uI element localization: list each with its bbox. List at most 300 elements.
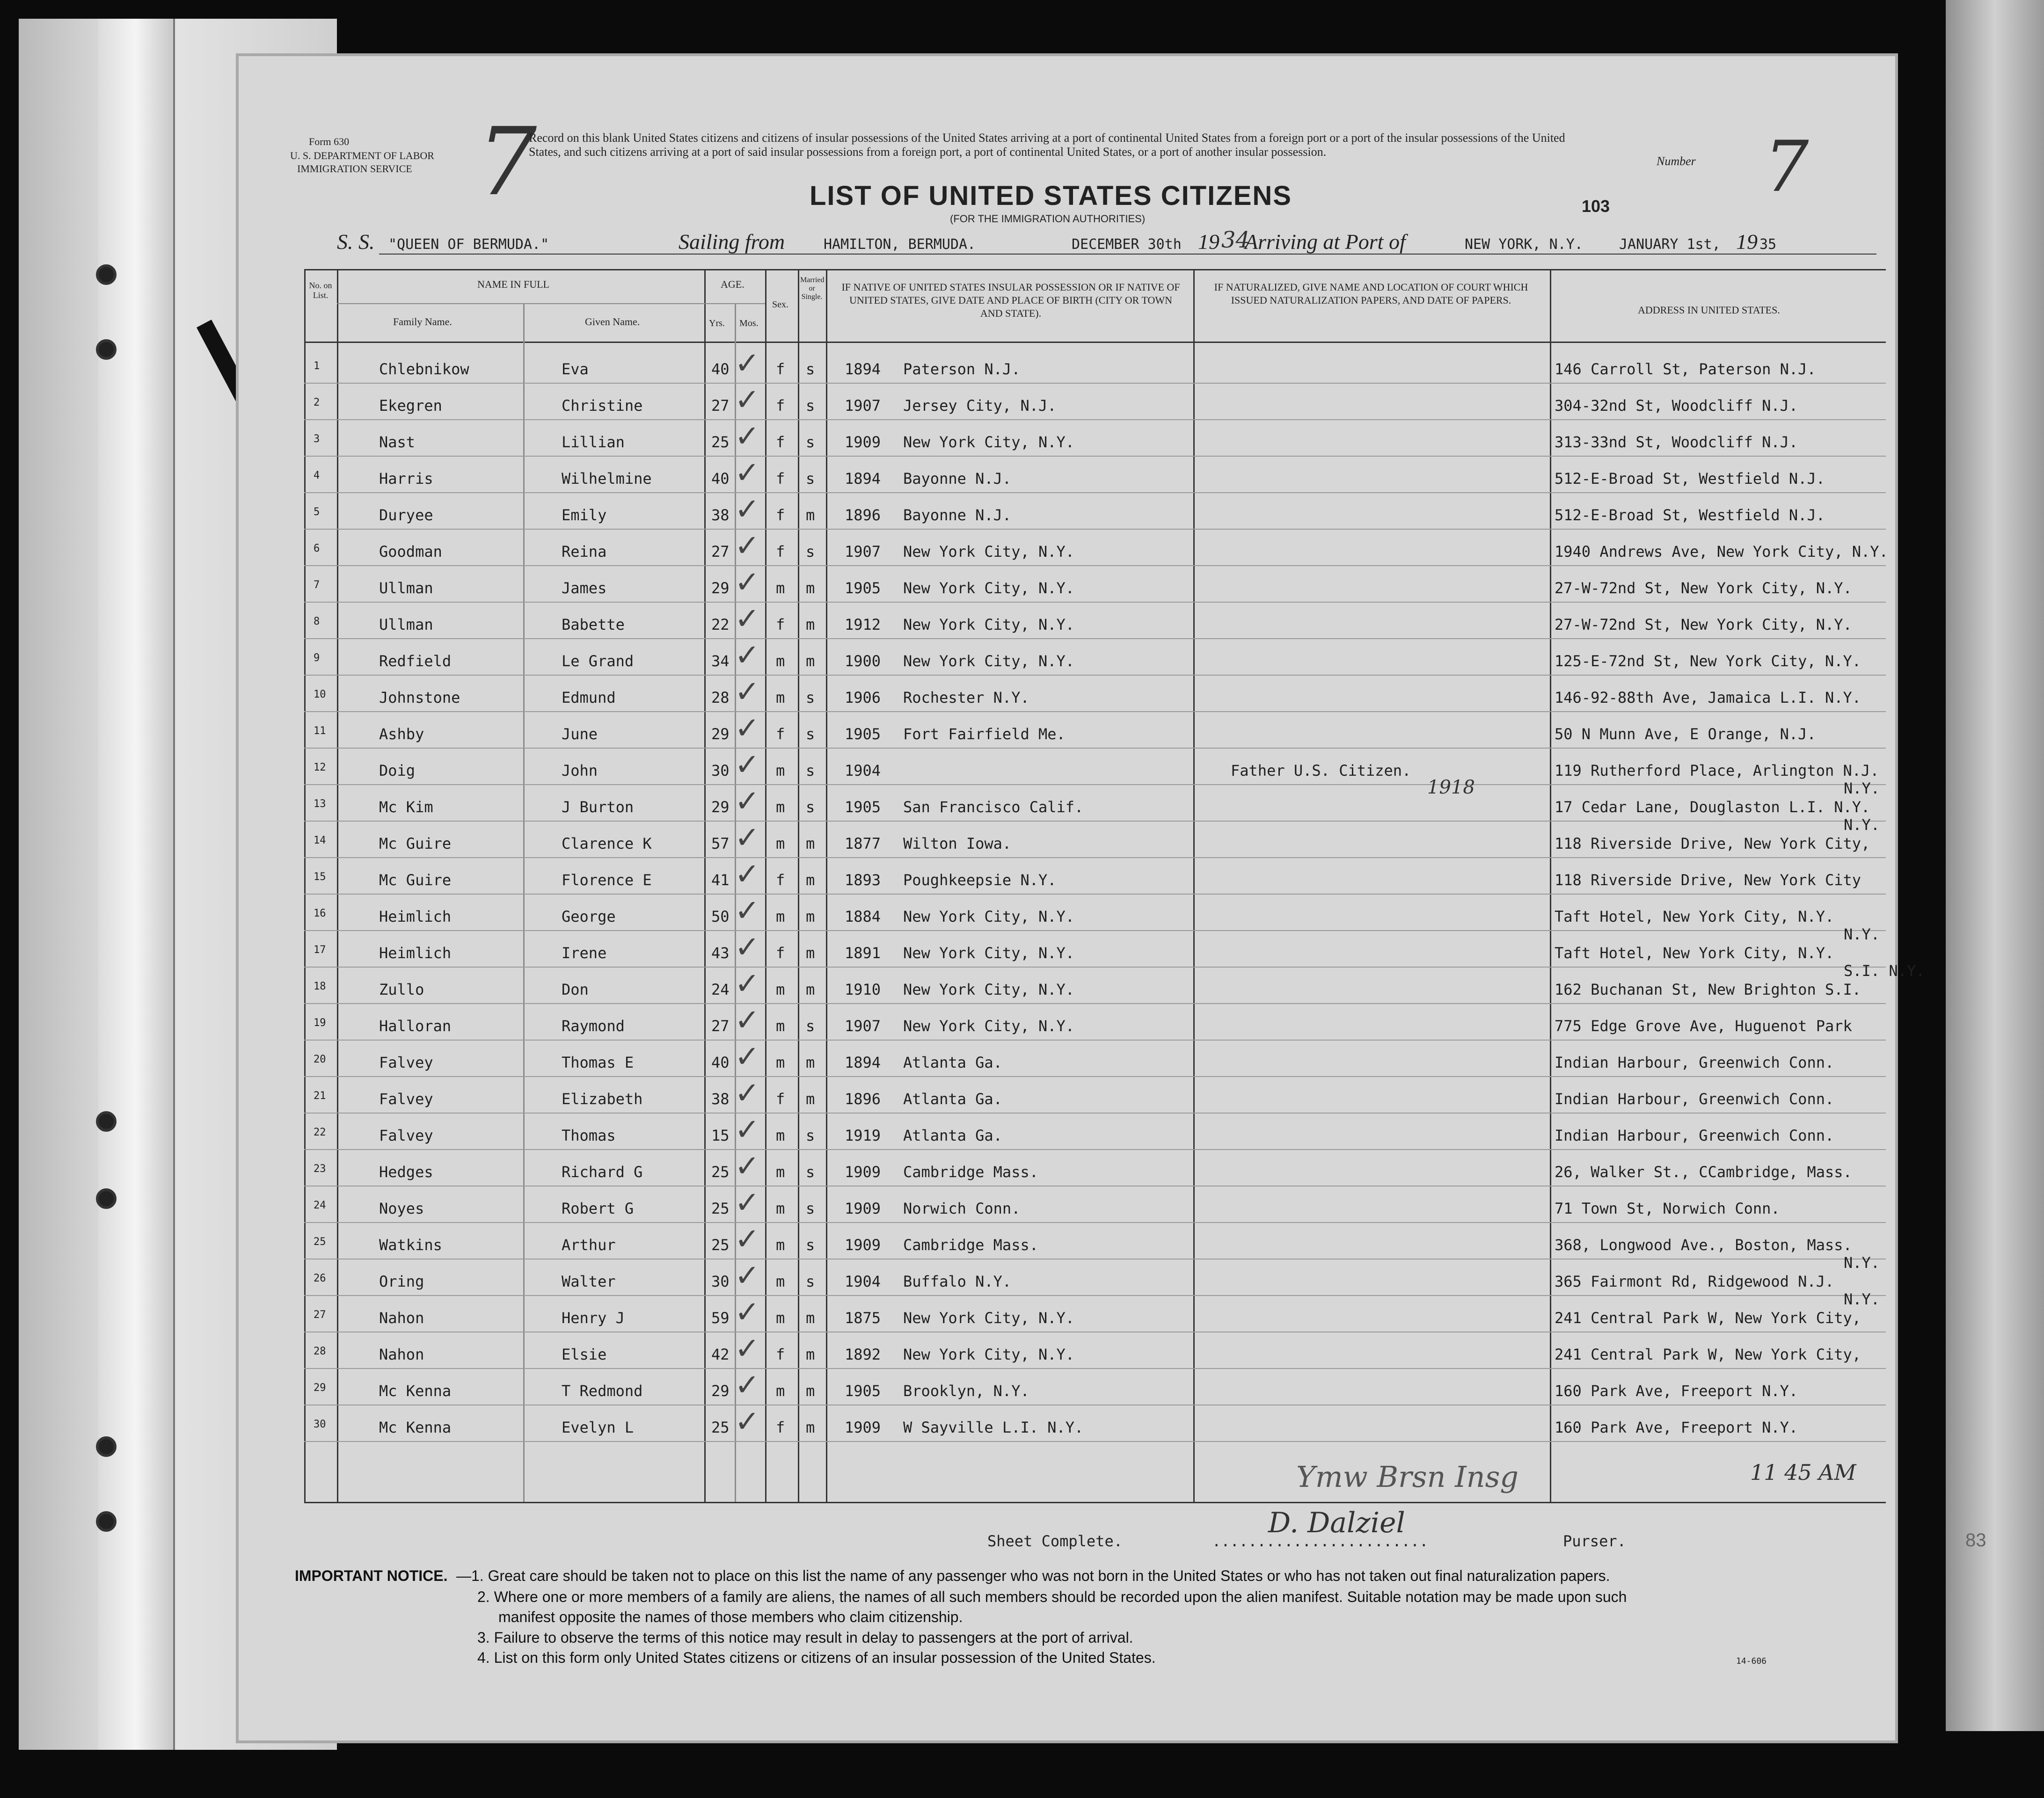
marital-status: s — [806, 1017, 815, 1035]
sail-year-prefix: 19 — [1198, 230, 1219, 254]
form-number: Form 630 — [309, 136, 350, 147]
address-overflow: N.Y. — [1844, 816, 1880, 834]
purser-label: Purser. — [1563, 1532, 1626, 1550]
page-title: LIST OF UNITED STATES CITIZENS — [810, 181, 1292, 211]
check-mark-icon: ✓ — [735, 1040, 760, 1074]
sex: f — [776, 397, 785, 415]
birth-year: 1910 — [845, 981, 881, 998]
sex: m — [776, 762, 785, 779]
arrive-year-prefix: 19 — [1736, 230, 1758, 254]
birth-year: 1907 — [845, 1017, 881, 1035]
row-number: 5 — [314, 506, 320, 518]
sex: m — [776, 1236, 785, 1254]
row-rule — [304, 675, 1886, 676]
row-number: 20 — [314, 1054, 326, 1065]
header-naturalized: IF NATURALIZED, GIVE NAME AND LOCATION OF COURT WHICH ISSUED NATURALIZATION PAPERS, AND DATE OF PAPERS. — [1214, 281, 1528, 306]
check-mark-icon: ✓ — [735, 711, 760, 746]
sex: f — [776, 871, 785, 889]
family-name: Nahon — [379, 1309, 424, 1327]
row-rule — [304, 930, 1886, 931]
birth-year: 1909 — [845, 1163, 881, 1181]
given-name: Christine — [562, 397, 643, 415]
header-bottom-border — [304, 342, 1886, 343]
check-mark-icon: ✓ — [735, 930, 760, 965]
us-address: 27-W-72nd St, New York City, N.Y. — [1555, 579, 1852, 597]
notice-item-4: 4. List on this form only United States citizens or citizens of an insular possession of the United States. — [477, 1649, 1156, 1666]
birth-place: Bayonne N.J. — [903, 506, 1012, 524]
check-mark-icon: ✓ — [735, 748, 760, 782]
age-years: 29 — [711, 798, 730, 816]
us-address: 26, Walker St., CCambridge, Mass. — [1555, 1163, 1852, 1181]
birth-year: 1907 — [845, 397, 881, 415]
check-mark-icon: ✓ — [735, 529, 760, 563]
marital-status: s — [806, 1200, 815, 1217]
marital-status: m — [806, 1054, 815, 1071]
birth-place: New York City, N.Y. — [903, 543, 1075, 561]
given-name: Eva — [562, 360, 589, 378]
sex: f — [776, 543, 785, 561]
us-address: 118 Riverside Drive, New York City, — [1555, 835, 1870, 852]
birth-place: Buffalo N.Y. — [903, 1273, 1012, 1290]
family-name: Halloran — [379, 1017, 452, 1035]
age-years: 40 — [711, 470, 730, 488]
family-name: Johnstone — [379, 689, 460, 706]
marital-status: s — [806, 1236, 815, 1254]
family-name: Falvey — [379, 1127, 433, 1144]
naturalization-note: Father U.S. Citizen. — [1231, 762, 1411, 779]
birth-year: 1905 — [845, 725, 881, 743]
subheader-line — [337, 303, 704, 304]
address-overflow: N.Y. — [1844, 1254, 1880, 1272]
row-number: 22 — [314, 1127, 326, 1138]
row-rule — [304, 492, 1886, 493]
birth-year: 1894 — [845, 360, 881, 378]
binder-hole — [96, 1188, 117, 1209]
birth-place: Cambridge Mass. — [903, 1163, 1038, 1181]
family-name: Doig — [379, 762, 416, 779]
us-address: 775 Edge Grove Ave, Huguenot Park — [1555, 1017, 1852, 1035]
given-name: June — [562, 725, 598, 743]
birth-place: Wilton Iowa. — [903, 835, 1012, 852]
sex: f — [776, 360, 785, 378]
table-top-border — [304, 269, 1886, 270]
check-mark-icon: ✓ — [735, 784, 760, 819]
check-mark-icon: ✓ — [735, 638, 760, 673]
row-number: 23 — [314, 1163, 326, 1175]
col-border — [765, 269, 766, 1502]
check-mark-icon: ✓ — [735, 1113, 760, 1147]
sex: m — [776, 1200, 785, 1217]
family-name: Falvey — [379, 1090, 433, 1108]
row-rule — [304, 1113, 1886, 1114]
given-name: Elsie — [562, 1346, 607, 1363]
birth-place: Jersey City, N.J. — [903, 397, 1057, 415]
given-name: Le Grand — [562, 652, 634, 670]
address-overflow: N.Y. — [1844, 779, 1880, 797]
age-years: 57 — [711, 835, 730, 852]
marital-status: s — [806, 470, 815, 488]
birth-year: 1907 — [845, 543, 881, 561]
row-number: 15 — [314, 871, 326, 883]
marital-status: s — [806, 1163, 815, 1181]
row-rule — [304, 821, 1886, 822]
stamp-number: 103 — [1582, 197, 1610, 216]
birth-year: 1905 — [845, 1382, 881, 1400]
marital-status: m — [806, 1419, 815, 1436]
sex: m — [776, 908, 785, 925]
us-address: Taft Hotel, New York City, N.Y. — [1555, 944, 1834, 962]
family-name: Mc Kenna — [379, 1382, 452, 1400]
marital-status: s — [806, 433, 815, 451]
row-number: 27 — [314, 1309, 326, 1321]
arrive-year: 35 — [1759, 236, 1777, 253]
given-name: Thomas E — [562, 1054, 634, 1071]
sex: m — [776, 981, 785, 998]
given-name: Arthur — [562, 1236, 616, 1254]
handwritten-naturalization-year: 1918 — [1427, 777, 1475, 798]
notice-heading: IMPORTANT NOTICE. — [295, 1567, 448, 1584]
row-number: 17 — [314, 944, 326, 956]
row-number: 2 — [314, 397, 320, 408]
family-name: Mc Guire — [379, 871, 452, 889]
us-address: 146-92-88th Ave, Jamaica L.I. N.Y. — [1555, 689, 1862, 706]
us-address: Taft Hotel, New York City, N.Y. — [1555, 908, 1834, 925]
given-name: Lillian — [562, 433, 625, 451]
birth-year: 1896 — [845, 506, 881, 524]
check-mark-icon: ✓ — [735, 1405, 760, 1439]
age-years: 28 — [711, 689, 730, 706]
sex: m — [776, 798, 785, 816]
birth-place: Bayonne N.J. — [903, 470, 1012, 488]
birth-place: New York City, N.Y. — [903, 433, 1075, 451]
marital-status: s — [806, 689, 815, 706]
birth-place: New York City, N.Y. — [903, 981, 1075, 998]
check-mark-icon: ✓ — [735, 967, 760, 1001]
row-number: 1 — [314, 360, 320, 372]
given-name: Elizabeth — [562, 1090, 643, 1108]
given-name: Florence E — [562, 871, 652, 889]
age-years: 30 — [711, 762, 730, 779]
check-mark-icon: ✓ — [735, 1076, 760, 1111]
row-rule — [304, 1040, 1886, 1041]
family-name: Watkins — [379, 1236, 442, 1254]
family-name: Ullman — [379, 579, 433, 597]
sex: m — [776, 1309, 785, 1327]
family-name: Harris — [379, 470, 433, 488]
handwritten-sheet-number: 7 — [1764, 126, 1809, 208]
marital-status: m — [806, 579, 815, 597]
family-name: Goodman — [379, 543, 442, 561]
sex: f — [776, 1419, 785, 1436]
birth-year: 1896 — [845, 1090, 881, 1108]
row-rule — [304, 1295, 1886, 1296]
row-rule — [304, 1368, 1886, 1369]
row-rule — [304, 565, 1886, 566]
marital-status: s — [806, 762, 815, 779]
row-rule — [304, 1186, 1886, 1187]
sex: m — [776, 1017, 785, 1035]
given-name: J Burton — [562, 798, 634, 816]
us-address: Indian Harbour, Greenwich Conn. — [1555, 1127, 1834, 1144]
check-mark-icon: ✓ — [735, 419, 760, 454]
us-address: 118 Riverside Drive, New York City — [1555, 871, 1862, 889]
birth-year: 1909 — [845, 1200, 881, 1217]
number-label: Number — [1657, 154, 1696, 168]
subheader-line — [704, 303, 765, 304]
row-number: 29 — [314, 1382, 326, 1394]
row-rule — [304, 784, 1886, 785]
marital-status: m — [806, 1309, 815, 1327]
family-name: Mc Kenna — [379, 1419, 452, 1436]
ss-label: S. S. — [337, 230, 375, 254]
given-name: Wilhelmine — [562, 470, 652, 488]
age-years: 25 — [711, 1236, 730, 1254]
row-number: 28 — [314, 1346, 326, 1357]
us-address: 27-W-72nd St, New York City, N.Y. — [1555, 616, 1852, 633]
page-stack-edge — [1946, 0, 2044, 1731]
birth-year: 1894 — [845, 470, 881, 488]
given-name: Henry J — [562, 1309, 625, 1327]
row-rule — [304, 456, 1886, 457]
given-name: Robert G — [562, 1200, 634, 1217]
table-bottom-border — [304, 1502, 1886, 1503]
header-given-name: Given Name. — [585, 316, 640, 328]
row-rule — [304, 383, 1886, 384]
col-border — [304, 269, 306, 1502]
family-name: Ullman — [379, 616, 433, 633]
us-address: 368, Longwood Ave., Boston, Mass. — [1555, 1236, 1852, 1254]
row-number: 7 — [314, 579, 320, 591]
marital-status: s — [806, 397, 815, 415]
us-address: 313-33nd St, Woodcliff N.J. — [1555, 433, 1798, 451]
given-name: James — [562, 579, 607, 597]
row-number: 11 — [314, 725, 326, 737]
birth-year: 1891 — [845, 944, 881, 962]
us-address: 146 Carroll St, Paterson N.J. — [1555, 360, 1816, 378]
header-name-in-full: NAME IN FULL — [477, 278, 549, 290]
binder-hole — [96, 1111, 117, 1132]
us-address: 512-E-Broad St, Westfield N.J. — [1555, 470, 1825, 488]
row-rule — [304, 1222, 1886, 1223]
birth-place: New York City, N.Y. — [903, 652, 1075, 670]
birth-year: 1893 — [845, 871, 881, 889]
marital-status: m — [806, 506, 815, 524]
arriving-label: Arriving at Port of — [1245, 230, 1406, 254]
us-address: 512-E-Broad St, Westfield N.J. — [1555, 506, 1825, 524]
row-rule — [304, 1003, 1886, 1004]
birth-place: Brooklyn, N.Y. — [903, 1382, 1029, 1400]
instruction-text: Record on this blank United States citizens and citizens of insular possessions of the United States arriving at a port of continental United States from a foreign port or a port of the insular possessions of the United States, and such citizens arriving at a port of said insular possessions from a foreign port, a port of continental United States, or a port of another insular possession. — [529, 131, 1565, 159]
check-mark-icon: ✓ — [735, 1149, 760, 1184]
birth-year: 1905 — [845, 798, 881, 816]
address-overflow: S.I. N.Y. — [1844, 962, 1925, 980]
check-mark-icon: ✓ — [735, 675, 760, 709]
given-name: Evelyn L — [562, 1419, 634, 1436]
row-number: 24 — [314, 1200, 326, 1211]
row-number: 6 — [314, 543, 320, 554]
birth-place: Fort Fairfield Me. — [903, 725, 1066, 743]
sex: f — [776, 725, 785, 743]
check-mark-icon: ✓ — [735, 894, 760, 928]
us-address: 71 Town St, Norwich Conn. — [1555, 1200, 1780, 1217]
birth-place: New York City, N.Y. — [903, 1017, 1075, 1035]
notice-item-3: 3. Failure to observe the terms of this notice may result in delay to passengers at the port of arrival. — [477, 1629, 1133, 1646]
col-border — [523, 304, 525, 1502]
family-name: Heimlich — [379, 944, 452, 962]
age-years: 25 — [711, 433, 730, 451]
age-years: 25 — [711, 1419, 730, 1436]
arrival-date: JANUARY 1st, — [1619, 236, 1721, 253]
sex: f — [776, 1090, 785, 1108]
marital-status: m — [806, 908, 815, 925]
check-mark-icon: ✓ — [735, 1368, 760, 1403]
birth-place: Atlanta Ga. — [903, 1054, 1002, 1071]
sex: f — [776, 944, 785, 962]
row-number: 12 — [314, 762, 326, 773]
manifest-sheet — [239, 56, 1986, 1740]
department-name: U. S. DEPARTMENT OF LABOR — [290, 150, 434, 161]
check-mark-icon: ✓ — [735, 565, 760, 600]
us-address: 365 Fairmont Rd, Ridgewood N.J. — [1555, 1273, 1834, 1290]
family-name: Chlebnikow — [379, 360, 469, 378]
birth-place: New York City, N.Y. — [903, 1309, 1075, 1327]
age-years: 25 — [711, 1163, 730, 1181]
age-years: 22 — [711, 616, 730, 633]
row-rule — [304, 711, 1886, 712]
birth-year: 1905 — [845, 579, 881, 597]
row-number: 26 — [314, 1273, 326, 1284]
age-years: 40 — [711, 1054, 730, 1071]
age-years: 15 — [711, 1127, 730, 1144]
age-years: 40 — [711, 360, 730, 378]
age-years: 27 — [711, 397, 730, 415]
arrival-port: NEW YORK, N.Y. — [1465, 236, 1583, 253]
sex: f — [776, 433, 785, 451]
header-family-name: Family Name. — [393, 316, 452, 328]
birth-place: Cambridge Mass. — [903, 1236, 1038, 1254]
marital-status: m — [806, 652, 815, 670]
given-name: Emily — [562, 506, 607, 524]
row-number: 4 — [314, 470, 320, 481]
row-number: 19 — [314, 1017, 326, 1029]
check-mark-icon: ✓ — [735, 456, 760, 490]
check-mark-icon: ✓ — [735, 1295, 760, 1330]
birth-year: 1892 — [845, 1346, 881, 1363]
age-years: 42 — [711, 1346, 730, 1363]
marital-status: m — [806, 1382, 815, 1400]
given-name: Thomas — [562, 1127, 616, 1144]
given-name: Irene — [562, 944, 607, 962]
birth-year: 1906 — [845, 689, 881, 706]
address-overflow: N.Y. — [1844, 925, 1880, 943]
given-name: T Redmond — [562, 1382, 643, 1400]
birth-place: Norwich Conn. — [903, 1200, 1021, 1217]
col-border — [1193, 269, 1195, 1502]
col-border — [826, 269, 827, 1502]
birth-place: Poughkeepsie N.Y. — [903, 871, 1057, 889]
us-address: Indian Harbour, Greenwich Conn. — [1555, 1054, 1834, 1071]
marital-status: s — [806, 725, 815, 743]
family-name: Duryee — [379, 506, 433, 524]
time-stamp: 11 45 AM — [1750, 1460, 1856, 1485]
check-mark-icon: ✓ — [735, 602, 760, 636]
family-name: Ekegren — [379, 397, 442, 415]
us-address: 241 Central Park W, New York City, — [1555, 1309, 1862, 1327]
check-mark-icon: ✓ — [735, 1332, 760, 1366]
birth-year: 1904 — [845, 762, 881, 779]
given-name: Babette — [562, 616, 625, 633]
sex: m — [776, 1382, 785, 1400]
sail-year: 34 — [1221, 227, 1250, 253]
birth-year: 1919 — [845, 1127, 881, 1144]
marital-status: m — [806, 1090, 815, 1108]
check-mark-icon: ✓ — [735, 821, 760, 855]
notice-item-2-cont: manifest opposite the names of those members who claim citizenship. — [498, 1609, 963, 1625]
check-mark-icon: ✓ — [735, 1186, 760, 1220]
sex: f — [776, 506, 785, 524]
check-mark-icon: ✓ — [735, 1003, 760, 1038]
sheet-complete-label: Sheet Complete. — [987, 1532, 1123, 1550]
birth-year: 1909 — [845, 1236, 881, 1254]
birth-year: 1875 — [845, 1309, 881, 1327]
birth-place: New York City, N.Y. — [903, 1346, 1075, 1363]
col-border — [1550, 269, 1551, 1502]
birth-year: 1909 — [845, 1419, 881, 1436]
birth-year: 1909 — [845, 433, 881, 451]
voyage-underline — [379, 254, 1876, 255]
handwritten-number: 7 — [477, 108, 537, 217]
ship-name: "QUEEN OF BERMUDA." — [388, 236, 549, 253]
family-name: Hedges — [379, 1163, 433, 1181]
sail-date: DECEMBER 30th — [1072, 236, 1182, 253]
row-number: 14 — [314, 835, 326, 846]
header-no: No. on List. — [309, 281, 332, 300]
notice-item-2: 2. Where one or more members of a family are aliens, the names of all such members should be recorded upon the alien manifest. Suitable notation may be made upon such — [477, 1588, 1627, 1605]
age-years: 38 — [711, 506, 730, 524]
check-mark-icon: ✓ — [735, 857, 760, 892]
row-rule — [304, 602, 1886, 603]
birth-place: New York City, N.Y. — [903, 616, 1075, 633]
us-address: 50 N Munn Ave, E Orange, N.J. — [1555, 725, 1816, 743]
marital-status: s — [806, 798, 815, 816]
check-mark-icon: ✓ — [735, 492, 760, 527]
family-name: Ashby — [379, 725, 424, 743]
row-number: 16 — [314, 908, 326, 919]
binder-hole — [96, 339, 117, 360]
page-subtitle: (FOR THE IMMIGRATION AUTHORITIES) — [950, 213, 1146, 225]
purser-signature-scrawl: Ymw Brsn Insg — [1296, 1460, 1519, 1494]
age-years: 27 — [711, 1017, 730, 1035]
age-years: 41 — [711, 871, 730, 889]
marital-status: s — [806, 543, 815, 561]
row-rule — [304, 1441, 1886, 1442]
sex: m — [776, 1054, 785, 1071]
row-number: 18 — [314, 981, 326, 992]
age-years: 29 — [711, 579, 730, 597]
row-rule — [304, 894, 1886, 895]
age-years: 29 — [711, 1382, 730, 1400]
us-address: 304-32nd St, Woodcliff N.J. — [1555, 397, 1798, 415]
marital-status: s — [806, 360, 815, 378]
sex: m — [776, 1127, 785, 1144]
marital-status: s — [806, 1273, 815, 1290]
birth-year: 1912 — [845, 616, 881, 633]
marital-status: m — [806, 981, 815, 998]
row-rule — [304, 967, 1886, 968]
birth-year: 1877 — [845, 835, 881, 852]
given-name: George — [562, 908, 616, 925]
us-address: 125-E-72nd St, New York City, N.Y. — [1555, 652, 1862, 670]
